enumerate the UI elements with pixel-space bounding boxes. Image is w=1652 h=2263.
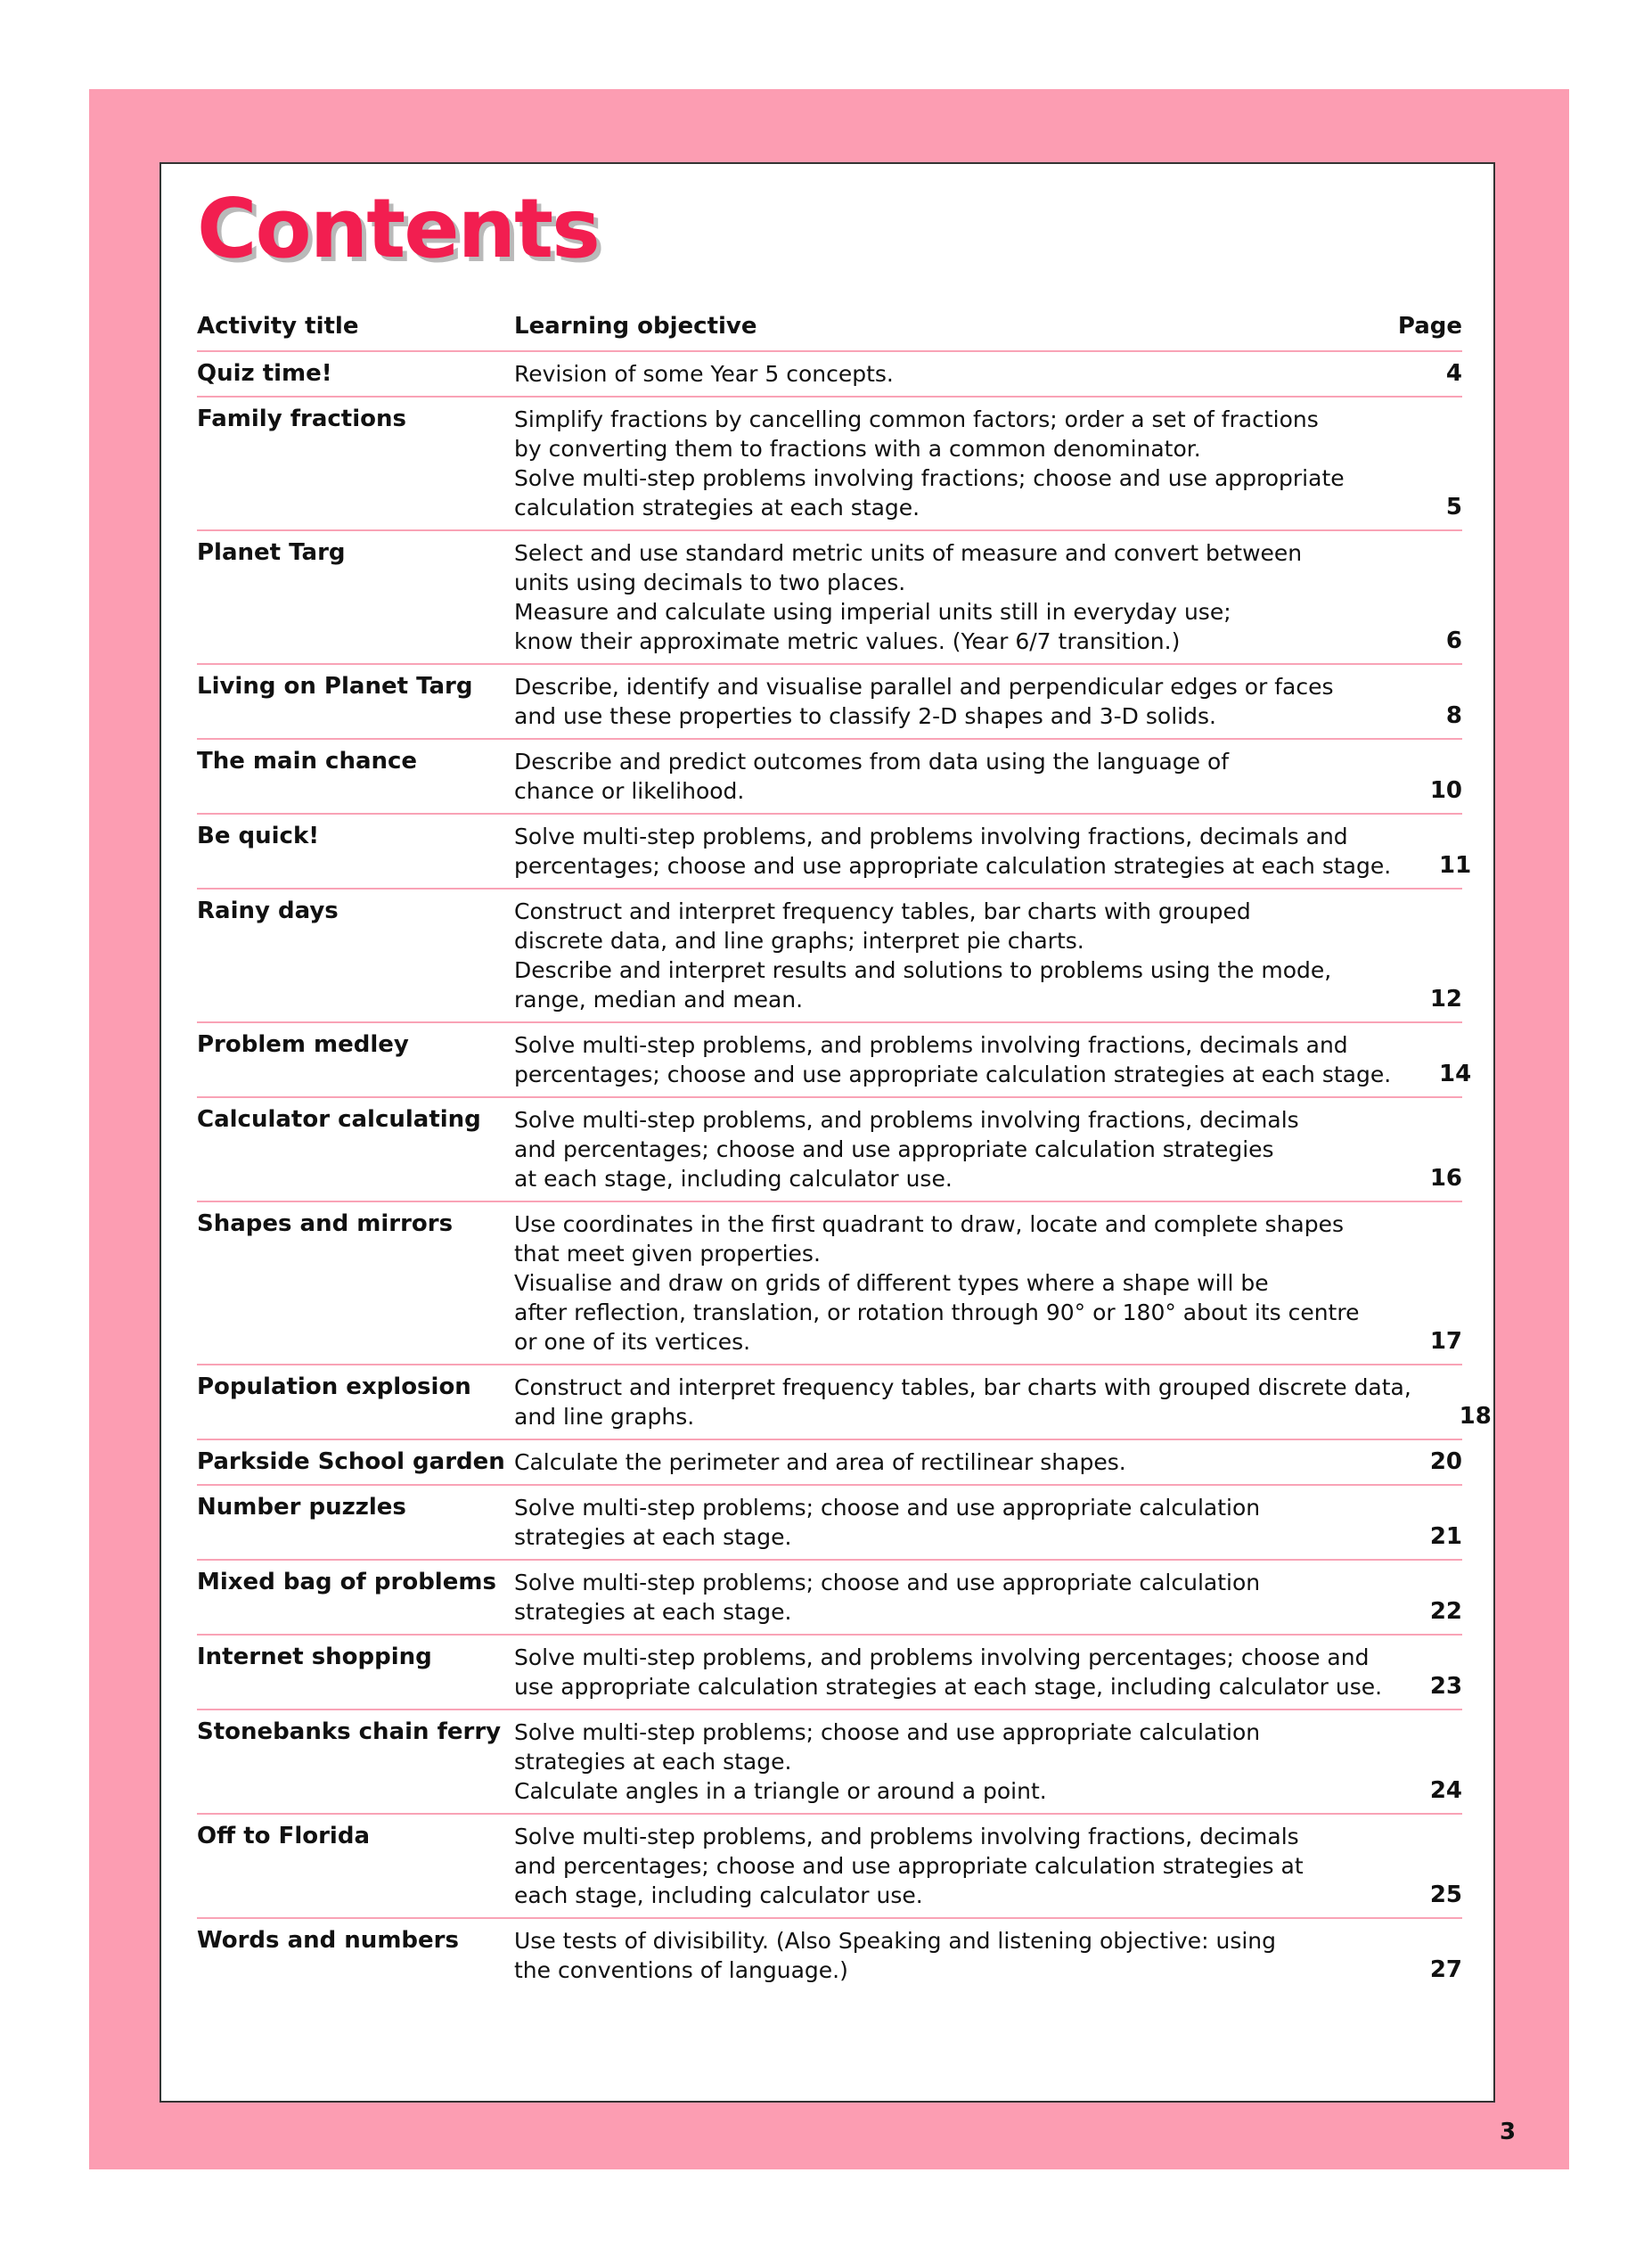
objective-line: and line graphs. <box>514 1404 695 1430</box>
objective-line: Solve multi-step problems; choose and use appropriate calculation <box>514 1495 1261 1521</box>
activity-title: Living on Planet Targ <box>197 673 473 700</box>
learning-objective <box>514 1822 1382 1910</box>
header-learning-objective: Learning objective <box>514 313 757 340</box>
learning-objective <box>514 822 1391 881</box>
objective-line: Visualise and draw on grids of different types where a shape will be <box>514 1270 1269 1296</box>
activity-title: Stonebanks chain ferry <box>197 1718 502 1745</box>
table-row <box>197 665 1462 740</box>
objective-line: each stage, including calculator use. <box>514 1882 923 1908</box>
objective-line: Calculate the perimeter and area of rectilinear shapes. <box>514 1449 1126 1475</box>
objective-line: strategies at each stage. <box>514 1524 792 1550</box>
page-ref: 17 <box>1429 1328 1462 1355</box>
header-activity-title: Activity title <box>197 313 359 340</box>
objective-line: percentages; choose and use appropriate calculation strategies at each stage. <box>514 853 1392 879</box>
activity-title: Planet Targ <box>197 539 346 566</box>
objective-line: Solve multi-step problems, and problems involving fractions, decimals <box>514 1107 1299 1133</box>
activity-title: Problem medley <box>197 1031 409 1058</box>
activity-title: Parkside School garden <box>197 1448 505 1475</box>
objective-line: Describe and predict outcomes from data using the language of <box>514 749 1230 775</box>
objective-line: strategies at each stage. <box>514 1749 792 1775</box>
page-ref: 11 <box>1439 852 1472 879</box>
learning-objective <box>514 1105 1382 1193</box>
learning-objective <box>514 1926 1382 1985</box>
objective-line: chance or likelihood. <box>514 778 745 804</box>
activity-title: Number puzzles <box>197 1494 406 1521</box>
page-ref: 16 <box>1429 1165 1462 1192</box>
objective-line: Measure and calculate using imperial units still in everyday use; <box>514 599 1231 625</box>
page-ref: 10 <box>1429 777 1462 804</box>
table-row <box>197 1202 1462 1365</box>
objective-line: and percentages; choose and use appropriate calculation strategies at <box>514 1853 1304 1879</box>
learning-objective <box>514 359 1382 389</box>
activity-title: Shapes and mirrors <box>197 1210 454 1237</box>
activity-title: Rainy days <box>197 898 339 924</box>
page-ref: 24 <box>1429 1777 1462 1804</box>
learning-objective <box>514 1447 1382 1477</box>
header-page: Page <box>1397 313 1462 340</box>
learning-objective <box>514 1643 1382 1701</box>
objective-line: Solve multi-step problems involving fractions; choose and use appropriate <box>514 465 1345 491</box>
learning-objective <box>514 1373 1411 1431</box>
page-number: 3 <box>1500 2119 1517 2145</box>
activity-title: Mixed bag of problems <box>197 1569 496 1595</box>
objective-line: Revision of some Year 5 concepts. <box>514 361 894 387</box>
objective-line: that meet given properties. <box>514 1241 821 1267</box>
objective-line: know their approximate metric values. (Year 6/7 transition.) <box>514 628 1181 654</box>
activity-title: Quiz time! <box>197 360 332 387</box>
table-row <box>197 1815 1462 1919</box>
learning-objective <box>514 1209 1382 1357</box>
page-ref: 20 <box>1429 1448 1462 1475</box>
page-ref: 14 <box>1439 1061 1472 1087</box>
objective-line: Solve multi-step problems, and problems involving percentages; choose and <box>514 1644 1370 1670</box>
learning-objective <box>514 538 1382 656</box>
page-ref: 23 <box>1429 1673 1463 1700</box>
table-row <box>197 1636 1462 1710</box>
learning-objective <box>514 405 1382 522</box>
learning-objective <box>514 1030 1391 1089</box>
objective-line: Solve multi-step problems, and problems involving fractions, decimals and <box>514 824 1348 849</box>
table-row <box>197 1710 1462 1815</box>
activity-title: Words and numbers <box>197 1927 459 1954</box>
objective-line: discrete data, and line graphs; interpret pie charts. <box>514 928 1084 954</box>
activity-title: Internet shopping <box>197 1644 432 1670</box>
objective-line: Select and use standard metric units of measure and convert between <box>514 540 1303 566</box>
table-row <box>197 1486 1462 1561</box>
table-row <box>197 815 1472 890</box>
objective-line: strategies at each stage. <box>514 1599 792 1625</box>
activity-title: Be quick! <box>197 823 320 849</box>
contents-table <box>197 312 1492 1992</box>
table-row <box>197 1023 1472 1098</box>
objective-line: or one of its vertices. <box>514 1329 751 1355</box>
objective-line: use appropriate calculation strategies at each stage, including calculator use. <box>514 1674 1383 1700</box>
objective-line: Solve multi-step problems, and problems involving fractions, decimals and <box>514 1032 1348 1058</box>
table-row <box>197 1365 1492 1440</box>
objective-line: Construct and interpret frequency tables, bar charts with grouped discrete data, <box>514 1374 1411 1400</box>
table-row <box>197 531 1462 665</box>
page-ref: 25 <box>1429 1882 1462 1908</box>
page-ref: 27 <box>1429 1956 1462 1983</box>
learning-objective <box>514 672 1382 731</box>
objective-line: Solve multi-step problems, and problems involving fractions, decimals <box>514 1824 1299 1849</box>
learning-objective <box>514 1568 1382 1627</box>
objective-line: Use tests of divisibility. (Also Speaking and listening objective: using <box>514 1928 1277 1954</box>
table-row <box>197 1440 1462 1486</box>
objective-line: the conventions of language.) <box>514 1957 848 1983</box>
table-row <box>197 890 1462 1023</box>
table-row <box>197 740 1462 815</box>
activity-title: Family fractions <box>197 406 406 432</box>
objective-line: by converting them to fractions with a common denominator. <box>514 436 1201 462</box>
table-row <box>197 1561 1462 1636</box>
activity-title: The main chance <box>197 748 418 775</box>
objective-line: Describe and interpret results and solutions to problems using the mode, <box>514 957 1332 983</box>
activity-title: Off to Florida <box>197 1823 370 1849</box>
objective-line: Simplify fractions by cancelling common factors; order a set of fractions <box>514 406 1319 432</box>
objective-line: Calculate angles in a triangle or around a point. <box>514 1778 1047 1804</box>
objective-line: range, median and mean. <box>514 987 804 1013</box>
page-title: Contents <box>197 181 599 276</box>
objective-line: after reflection, translation, or rotation through 90° or 180° about its centre <box>514 1300 1360 1325</box>
table-body <box>197 352 1492 1992</box>
objective-line: Solve multi-step problems; choose and use appropriate calculation <box>514 1719 1261 1745</box>
page-ref: 12 <box>1429 986 1462 1013</box>
table-row <box>197 352 1462 398</box>
objective-line: Describe, identify and visualise parallel and perpendicular edges or faces <box>514 674 1334 700</box>
page-ref: 4 <box>1445 360 1462 387</box>
table-header-row <box>197 312 1462 352</box>
objective-line: Solve multi-step problems; choose and use appropriate calculation <box>514 1570 1261 1595</box>
page-ref: 6 <box>1445 627 1462 654</box>
page-ref: 8 <box>1445 702 1462 729</box>
activity-title: Population explosion <box>197 1373 471 1400</box>
objective-line: at each stage, including calculator use. <box>514 1166 953 1192</box>
objective-line: and use these properties to classify 2-D shapes and 3-D solids. <box>514 703 1216 729</box>
page-ref: 22 <box>1429 1598 1462 1625</box>
learning-objective <box>514 747 1382 806</box>
objective-line: Use coordinates in the first quadrant to draw, locate and complete shapes <box>514 1211 1345 1237</box>
table-row <box>197 1098 1462 1202</box>
objective-line: percentages; choose and use appropriate calculation strategies at each stage. <box>514 1062 1392 1087</box>
page-ref: 5 <box>1445 494 1462 521</box>
learning-objective <box>514 1718 1382 1806</box>
activity-title: Calculator calculating <box>197 1106 481 1133</box>
objective-line: and percentages; choose and use appropriate calculation strategies <box>514 1136 1274 1162</box>
table-row <box>197 398 1462 531</box>
page-ref: 21 <box>1429 1523 1462 1550</box>
page-ref: 18 <box>1459 1403 1492 1430</box>
table-row <box>197 1919 1462 1992</box>
learning-objective <box>514 897 1382 1014</box>
objective-line: units using decimals to two places. <box>514 570 906 595</box>
learning-objective <box>514 1493 1382 1552</box>
objective-line: Construct and interpret frequency tables, bar charts with grouped <box>514 898 1251 924</box>
contents-panel <box>159 162 1495 2103</box>
objective-line: calculation strategies at each stage. <box>514 495 920 521</box>
